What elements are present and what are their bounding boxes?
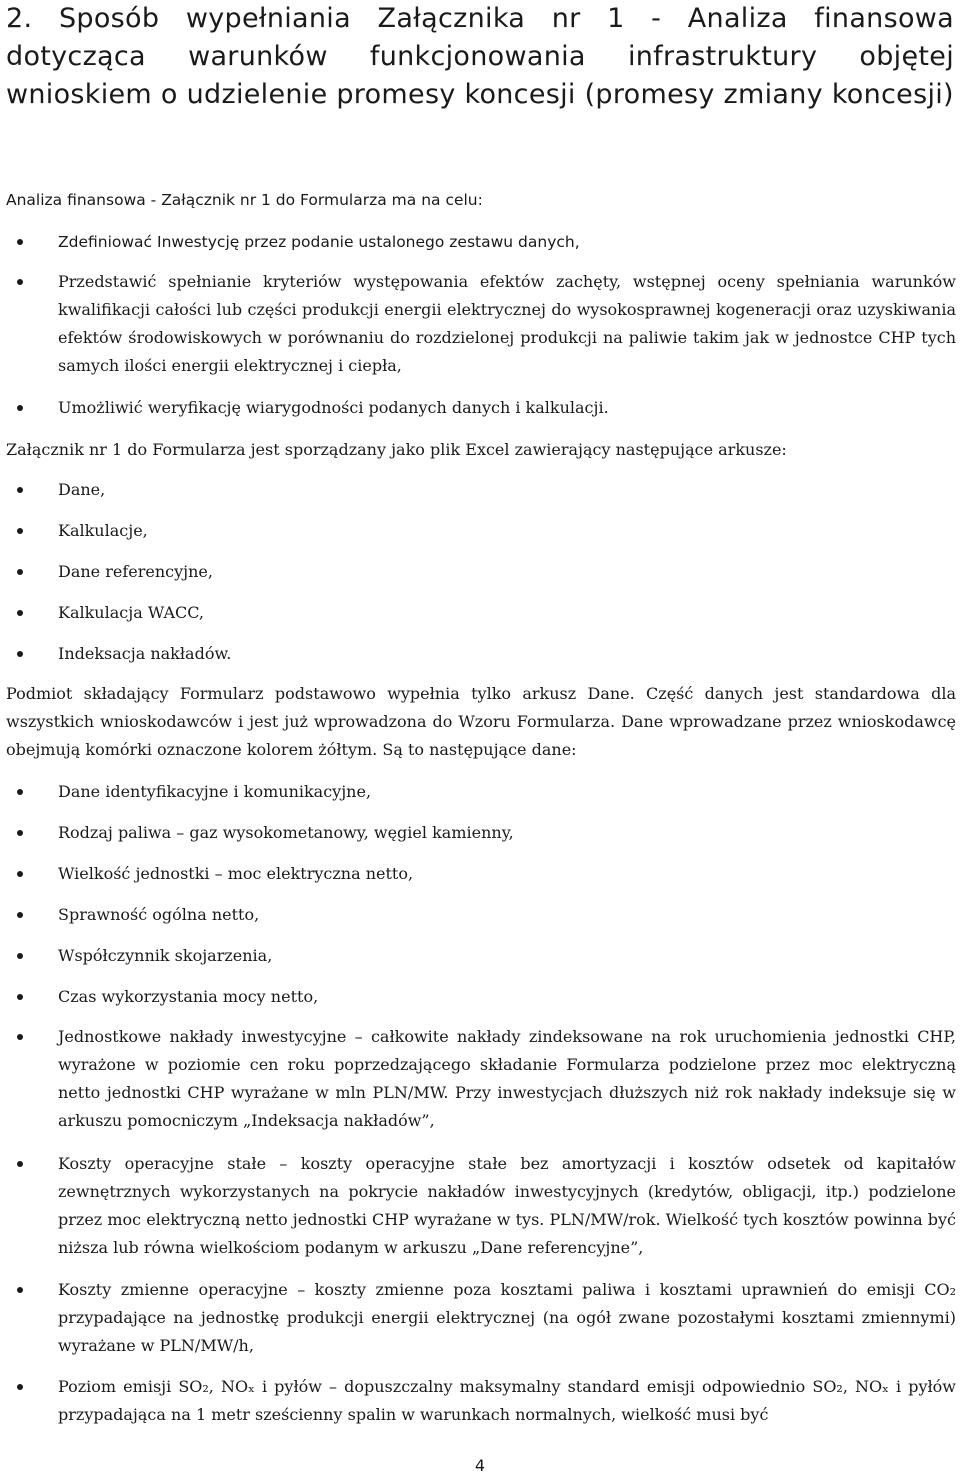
bullet-icon <box>17 405 23 411</box>
goal-text: Zdefiniować Inwestycję przez podanie ustalonego zestawu danych, <box>58 233 580 251</box>
bullet-icon <box>17 239 23 245</box>
bullet-icon <box>17 1384 23 1390</box>
sheet-text: Indeksacja nakładów. <box>58 644 232 663</box>
data-item-text: Jednostkowe nakłady inwestycyjne – całkowite nakłady zindeksowane na rok uruchomienia jednostki CHP, wyrażone w poziomie cen roku poprzedzającego składanie Formularza podzielone przez moc elektryczną netto jednostki CHP wyrażane w mln PLN/MW. Przy inwestycjach dłuższych niż rok nakłady indeksuje się w arkuszu pomocniczym „Indeksacja nakładów”, <box>58 1027 956 1130</box>
bullet-icon <box>17 912 23 918</box>
sheet-text: Kalkulacje, <box>58 521 148 540</box>
bullet-icon <box>17 569 23 575</box>
bullet-icon <box>17 871 23 877</box>
bullet-icon <box>17 953 23 959</box>
data-item-text: Dane identyfikacyjne i komunikacyjne, <box>58 782 372 801</box>
bullet-icon <box>17 994 23 1000</box>
bullet-icon <box>17 1034 23 1040</box>
data-intro-paragraph: Podmiot składający Formularz podstawowo wypełnia tylko arkusz Dane. Część danych jest standardowa dla wszystkich wnioskodawców i jest już wprowadzona do Wzoru Formularza. Dane wprowadzane przez wnioskodawcę obejmują komórki oznaczone kolorem żółtym. Są to następujące dane: <box>6 684 956 759</box>
sheets-intro-paragraph: Załącznik nr 1 do Formularza jest sporządzany jako plik Excel zawierający następujące arkusze: <box>6 440 787 459</box>
intro-paragraph: Analiza finansowa - Załącznik nr 1 do Formularza ma na celu: <box>6 191 483 209</box>
goal-text: Przedstawić spełnianie kryteriów występowania efektów zachęty, wstępnej oceny spełniania warunków kwalifikacji całości lub części produkcji energii elektrycznej do wysokosprawnej kogeneracji oraz uzyskiwania efektów środowiskowych w porównaniu do rozdzielonej produkcji na paliwie takim jak w jednostce CHP tych samych ilości energii elektrycznej i ciepła, <box>58 272 956 375</box>
sheet-text: Dane, <box>58 480 106 499</box>
data-item-text: Rodzaj paliwa – gaz wysokometanowy, węgiel kamienny, <box>58 823 514 842</box>
page-number: 4 <box>474 1456 486 1475</box>
sheet-text: Kalkulacja WACC, <box>58 603 205 622</box>
data-item-text: Koszty zmienne operacyjne – koszty zmienne poza kosztami paliwa i kosztami uprawnień do emisji CO₂ przypadające na jednostkę produkcji energii elektrycznej (na ogół zwane pozostałymi kosztami zmiennymi) wyrażane w PLN/MW/h, <box>58 1280 956 1355</box>
sheet-text: Dane referencyjne, <box>58 562 213 581</box>
data-item-text: Sprawność ogólna netto, <box>58 905 260 924</box>
data-item-text: Współczynnik skojarzenia, <box>58 946 273 965</box>
data-item-text: Czas wykorzystania mocy netto, <box>58 987 319 1006</box>
goal-text: Umożliwić weryfikację wiarygodności podanych danych i kalkulacji. <box>58 398 609 417</box>
bullet-icon <box>17 651 23 657</box>
data-item-text: Wielkość jednostki – moc elektryczna netto, <box>58 864 414 883</box>
bullet-icon <box>17 830 23 836</box>
section-title: 2. Sposób wypełniania Załącznika nr 1 - Analiza finansowa dotycząca warunków funkcjonowania infrastruktury objętej wnioskiem o udzielenie promesy koncesji (promesy zmiany koncesji) <box>6 3 954 110</box>
data-item-text: Koszty operacyjne stałe – koszty operacyjne stałe bez amortyzacji i kosztów odsetek od kapitałów zewnętrznych wykorzystanych na pokrycie nakładów inwestycyjnych (kredytów, obligacji, itp.) podzielone przez moc elektryczną netto jednostki CHP wyrażane w tys. PLN/MW/rok. Wielkość tych kosztów powinna być niższa lub równa wielkościom podanym w arkuszu „Dane referencyjne”, <box>58 1154 956 1257</box>
bullet-icon <box>17 789 23 795</box>
data-item-text: Poziom emisji SO₂, NOₓ i pyłów – dopuszczalny maksymalny standard emisji odpowiednio SO₂, NOₓ i pyłów przypadająca na 1 metr sześcienny spalin w warunkach normalnych, wielkość musi być <box>58 1377 956 1424</box>
bullet-icon <box>17 1161 23 1167</box>
bullet-icon <box>17 279 23 285</box>
bullet-icon <box>17 487 23 493</box>
bullet-icon <box>17 528 23 534</box>
bullet-icon <box>17 1287 23 1293</box>
bullet-icon <box>17 610 23 616</box>
